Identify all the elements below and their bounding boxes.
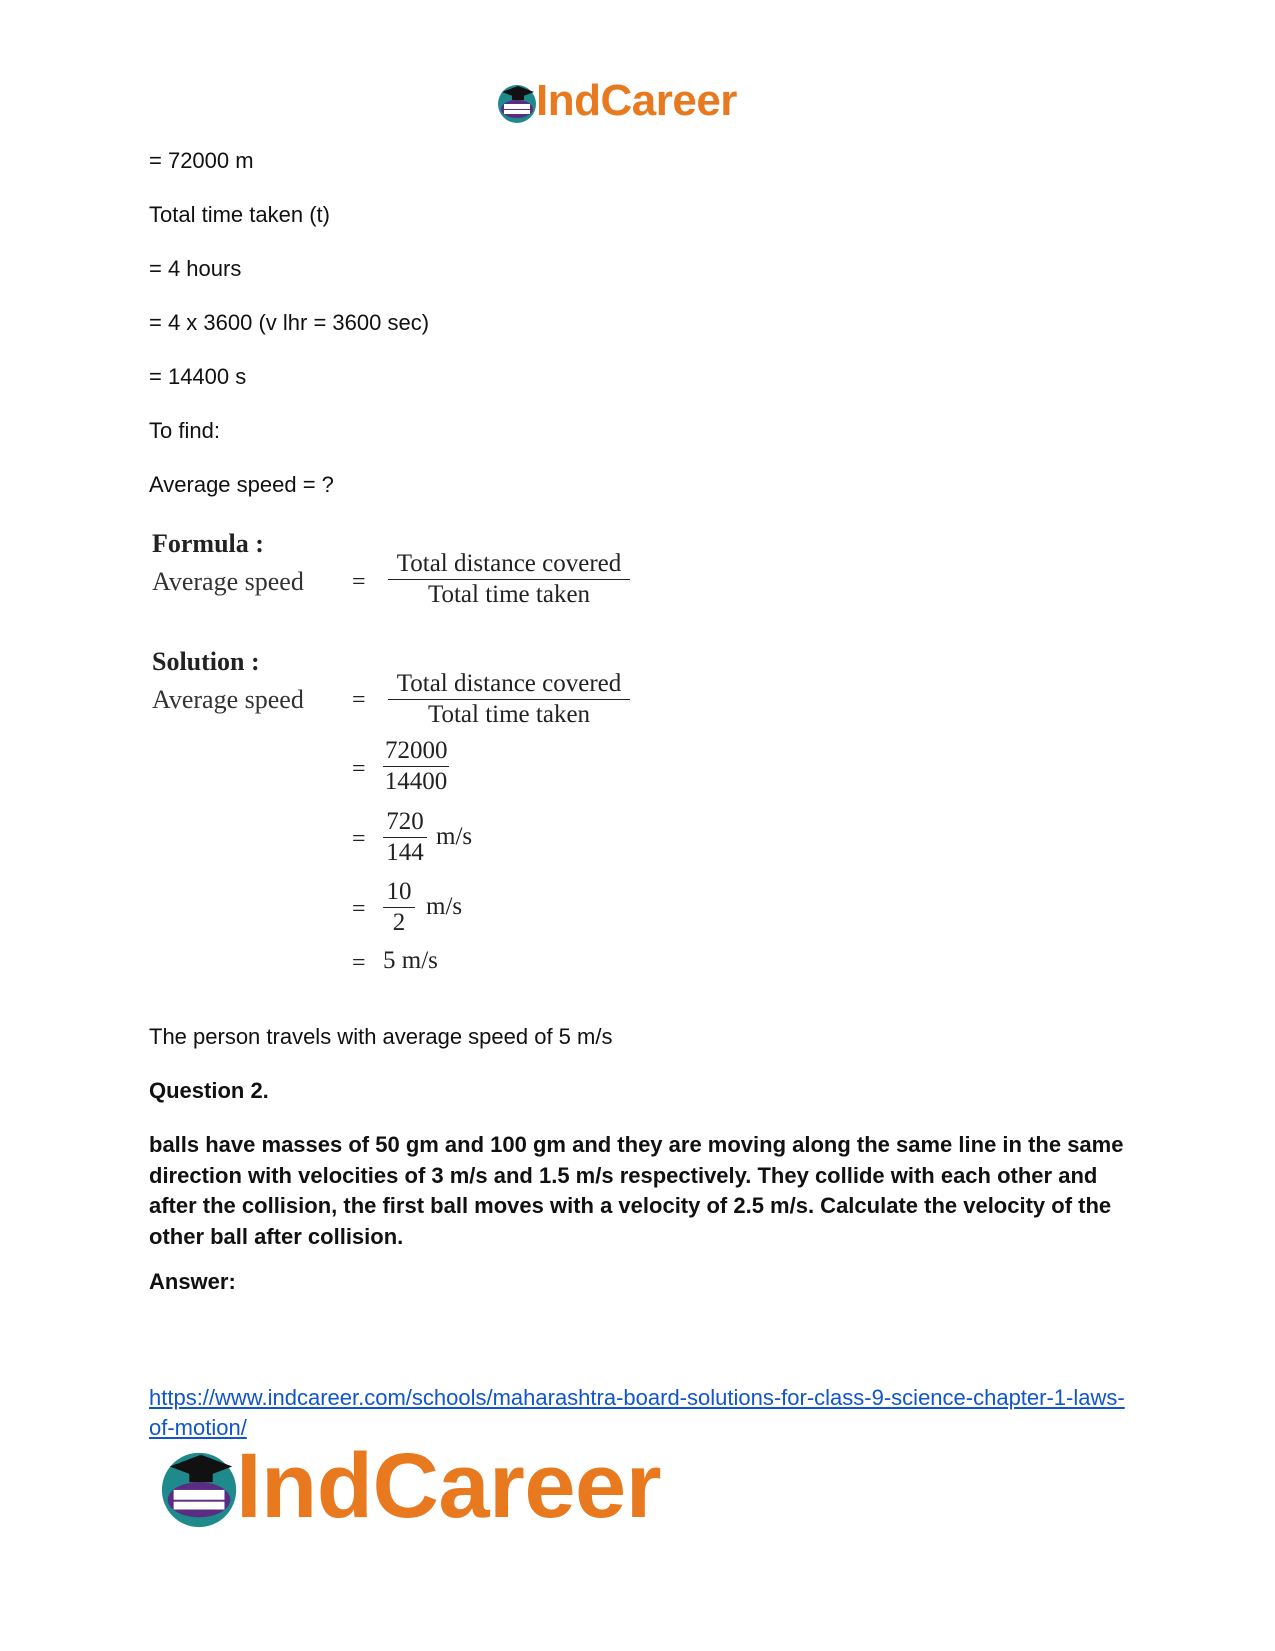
solution-lhs: Average speed — [152, 685, 304, 714]
step1-fraction — [383, 737, 449, 797]
solution-fraction — [388, 670, 630, 730]
step3-equals: = — [352, 896, 366, 922]
question-text: balls have masses of 50 gm and 100 gm and they are moving along the same line in the same direction with velocities of 3 m/s and 1.5 m/s respectively. They collide with each other and after the collision, the first ball moves with a velocity of 2.5 m/s. Calculate the velocity of the other ball after collision. — [149, 1132, 1124, 1249]
formula-equals: = — [352, 569, 366, 595]
formula-solution-block — [150, 525, 650, 995]
step3-fraction — [383, 878, 415, 938]
step2-denominator: 144 — [386, 839, 424, 866]
step2-fraction — [383, 808, 427, 868]
time-hours-line: = 4 hours — [149, 256, 242, 281]
solution-equals: = — [352, 687, 366, 713]
header-logo-text: IndCareer — [536, 76, 737, 125]
step2-unit: m/s — [436, 823, 473, 850]
time-seconds-line: = 14400 s — [149, 364, 247, 389]
step4-equals: = — [352, 950, 366, 976]
step1-denominator: 14400 — [384, 768, 448, 795]
question-label: Question 2. — [149, 1078, 269, 1103]
solution-denominator: Total time taken — [427, 701, 591, 728]
total-time-label: Total time taken (t) — [149, 202, 330, 227]
step1-numerator: 72000 — [383, 737, 449, 767]
graduation-book-globe-icon — [496, 82, 540, 124]
time-conversion-line: = 4 x 3600 (v lhr = 3600 sec) — [149, 310, 430, 335]
formula-fraction — [388, 550, 630, 610]
step3-numerator: 10 — [383, 878, 415, 908]
step2-equals: = — [352, 826, 366, 852]
step3-denominator: 2 — [392, 909, 406, 936]
step3-unit: m/s — [426, 893, 463, 920]
step4-result: 5 m/s — [383, 947, 438, 974]
formula-denominator: Total time taken — [427, 581, 591, 608]
formula-numerator: Total distance covered — [388, 550, 630, 580]
distance-result-line: = 72000 m — [149, 148, 254, 173]
average-speed-question: Average speed = ? — [149, 472, 334, 497]
conclusion-text: The person travels with average speed of 5 m/s — [149, 1024, 613, 1049]
graduation-book-globe-icon — [158, 1446, 244, 1530]
step1-equals: = — [352, 756, 366, 782]
formula-lhs: Average speed — [152, 567, 304, 596]
source-url-link[interactable]: https://www.indcareer.com/schools/maharashtra-board-solutions-for-class-9-science-chapter-1-laws-of-motion/ — [149, 1385, 1125, 1440]
step2-numerator: 720 — [383, 808, 427, 838]
header-logo — [496, 78, 766, 126]
to-find-label: To find: — [149, 418, 220, 443]
answer-label: Answer: — [149, 1269, 236, 1294]
footer-logo — [158, 1435, 698, 1540]
solution-title: Solution : — [152, 647, 260, 676]
formula-title: Formula : — [152, 529, 264, 558]
footer-logo-text: IndCareer — [236, 1435, 661, 1537]
solution-numerator: Total distance covered — [388, 670, 630, 700]
